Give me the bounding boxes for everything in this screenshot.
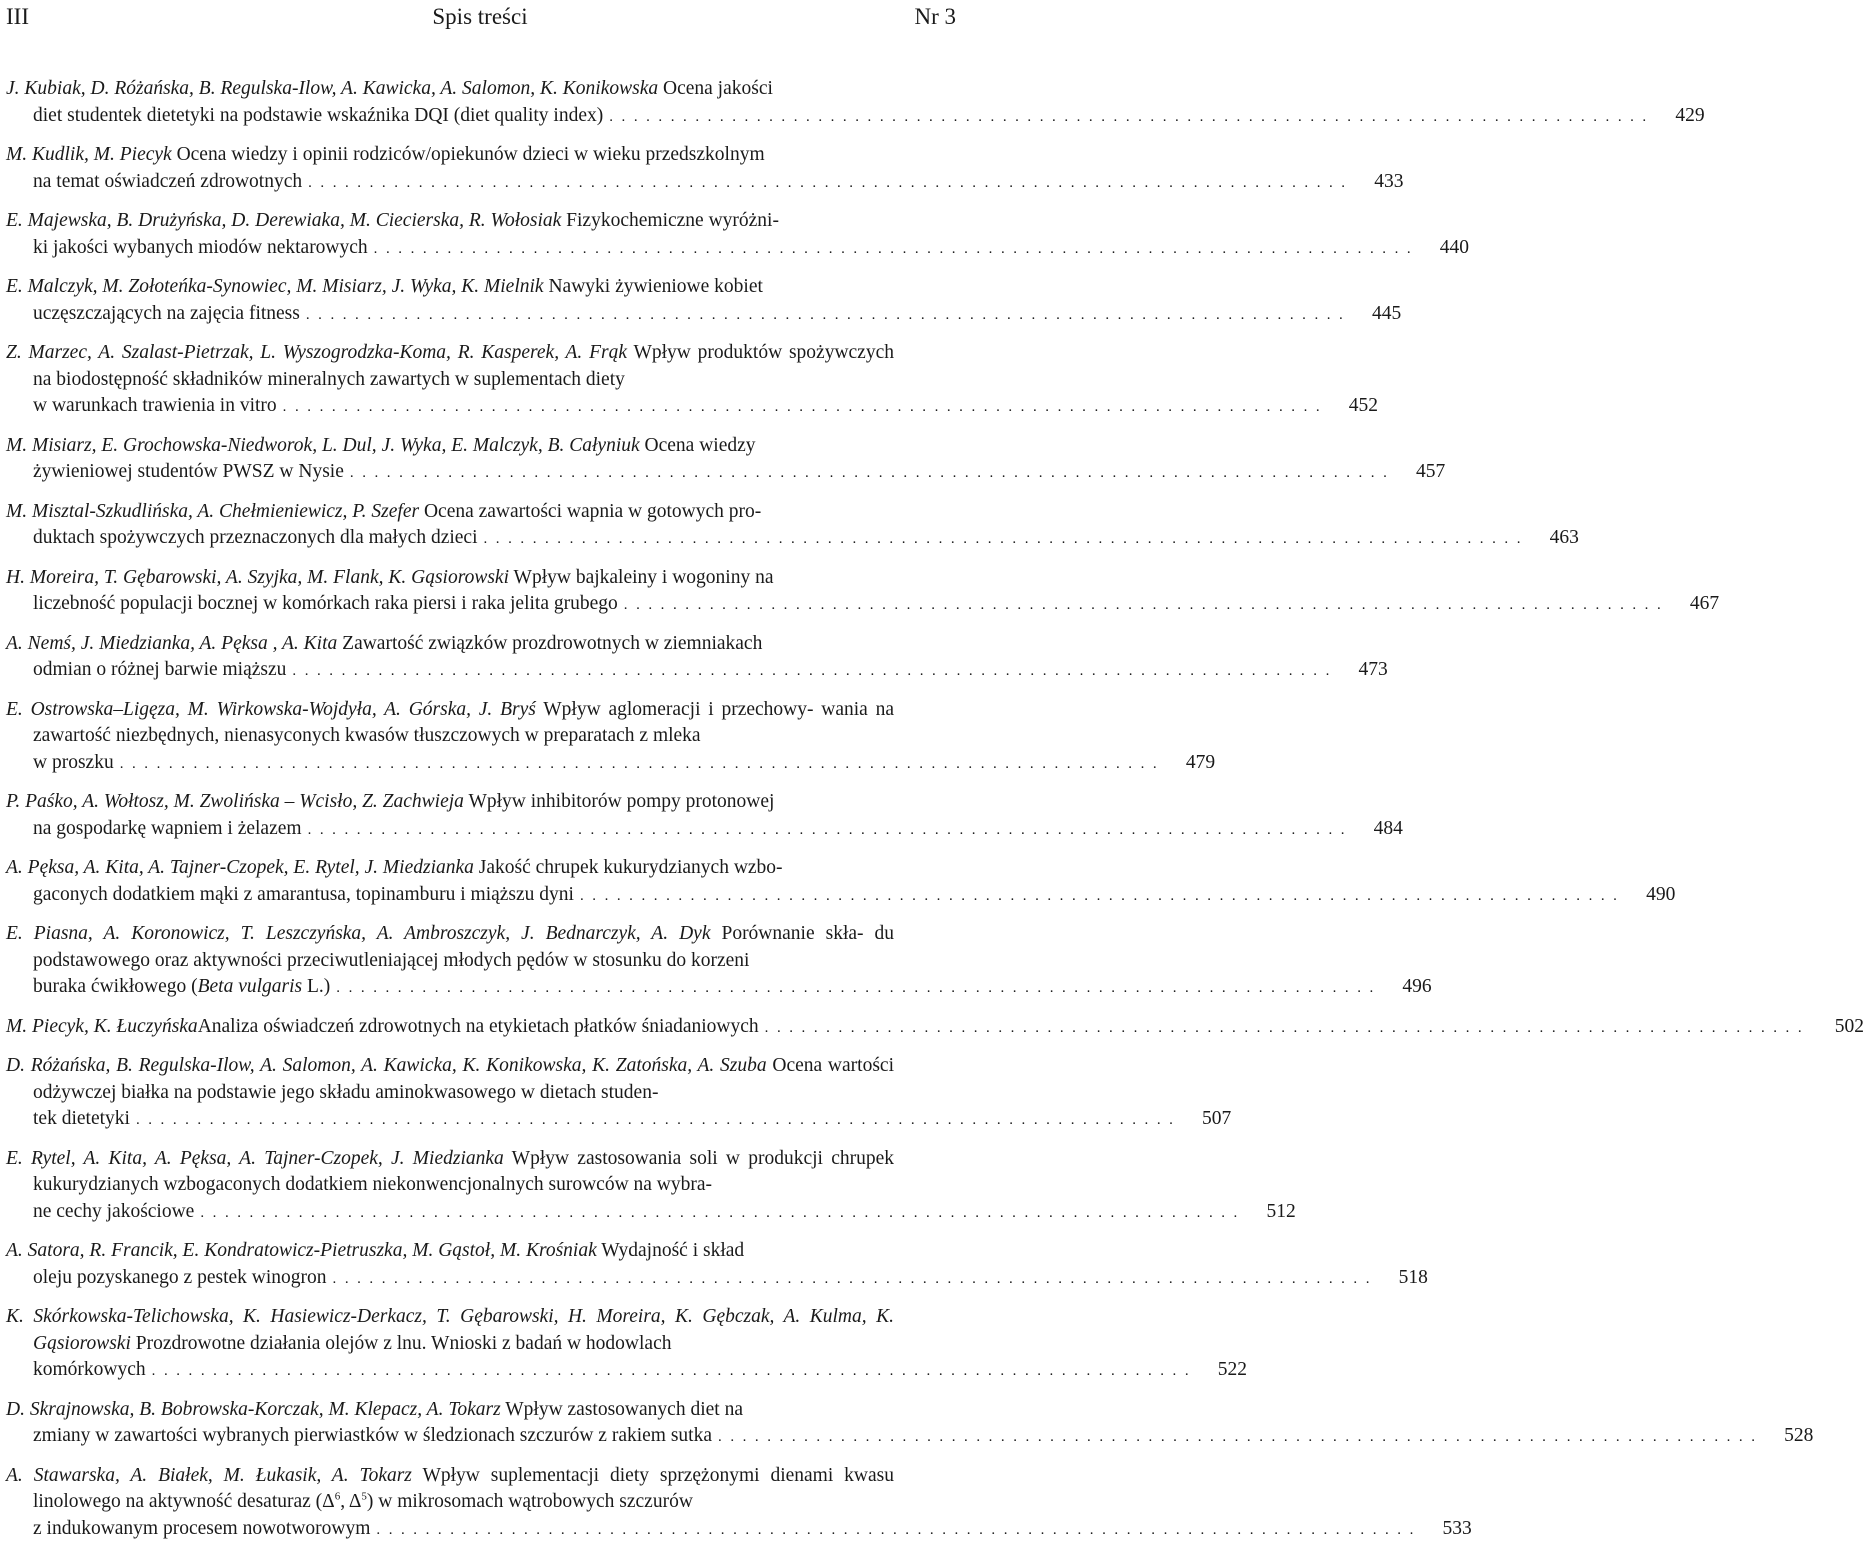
entry-title-tail xyxy=(33,591,618,618)
entry-title: Ocena zawartości wapnia w gotowych pro- xyxy=(423,500,762,522)
toc-entry-line xyxy=(6,1014,1864,1042)
issue-number: Nr 3 xyxy=(914,4,956,29)
leader-dots: . . . . . . . . . . . . . . . . . . . . . . . . . . . . . . . . . . . . . . . . . . . . . . . . . . . . . . . . . . . . . . . . . . . . . . . . . . . . . . . . . . . . . xyxy=(307,821,1347,838)
leader-dots: . . . . . . . . . . . . . . . . . . . . . . . . . . . . . . . . . . . . . . . . . . . . . . . . . . . . . . . . . . . . . . . . . . . . . . . . . . . . . . . . . . . . . xyxy=(579,887,1620,904)
entry-title-cont: , Δ xyxy=(340,1491,362,1512)
entry-authors: A. Satora, R. Francik, E. Kondratowicz-Pietruszka, M. Gąstoł, M. Krośniak xyxy=(6,1240,597,1261)
entry-last-line xyxy=(6,882,1676,910)
running-header xyxy=(0,0,960,40)
toc-entry xyxy=(6,1014,1864,1042)
entry-last-line xyxy=(6,301,1402,329)
toc-entry xyxy=(6,208,1470,262)
entry-authors: E. Majewska, B. Drużyńska, D. Derewiaka, M. Ciecierska, R. Wołosiak xyxy=(6,210,562,231)
entry-last-line xyxy=(6,816,1403,844)
toc-entry xyxy=(6,855,1676,909)
volume-label: III xyxy=(6,4,29,29)
entry-last-line xyxy=(6,525,1579,553)
entry-main xyxy=(6,565,894,592)
entry-last-line xyxy=(6,657,1388,685)
page-number: 528 xyxy=(1784,1425,1814,1446)
entry-authors: M. Piecyk, K. Łuczyńska xyxy=(6,1015,198,1037)
entry-title-cont: ) w mikrosomach wątrobowych szczurów xyxy=(366,1491,693,1512)
entry-title: Wpływ inhibitorów pompy protonowej xyxy=(468,791,775,812)
page-number: 512 xyxy=(1266,1200,1296,1222)
entry-title-tail-text: liczebność populacji bocznej w komórkach raka piersi i raka jelita grubego xyxy=(33,593,618,614)
entry-title: Ocena wartości odżywczej białka na podstawie jego składu aminokwasowego w dietach studen- xyxy=(33,1055,894,1103)
page-number: 467 xyxy=(1689,593,1720,614)
entry-authors: D. Skrajnowska, B. Bobrowska-Korczak, M. Klepacz, A. Tokarz xyxy=(6,1398,501,1420)
entry-authors: E. Piasna, A. Koronowicz, T. Leszczyńska, A. Ambroszczyk, J. Bednarczyk, A. Dyk xyxy=(6,923,711,944)
toc-entry xyxy=(6,433,1446,487)
entry-title: Wpływ zastosowanych diet na xyxy=(505,1398,743,1420)
entry-title: Wpływ aglomeracji i przechowy- wania na zawartość niezbędnych, nienasyconych kwasów tłuszczowych w preparatach z mleka xyxy=(33,698,895,746)
entry-authors: A. Pęksa, A. Kita, A. Tajner-Czopek, E. Rytel, J. Miedzianka xyxy=(6,857,474,878)
entry-last-line xyxy=(6,750,1216,778)
entry-title: Analiza oświadczeń zdrowotnych na etykietach płatków śniadaniowych xyxy=(197,1015,759,1037)
entry-title-tail xyxy=(33,882,574,909)
entry-main xyxy=(6,631,894,658)
leader-dots: . . . . . . . . . . . . . . . . . . . . . . . . . . . . . . . . . . . . . . . . . . . . . . . . . . . . . . . . . . . . . . . . . . . . . . . . . . . . . . . . . . . . . xyxy=(151,1363,1192,1379)
entry-last-line xyxy=(6,103,1705,131)
entry-title-italic: Beta vulgaris xyxy=(197,976,303,997)
entry-title-tail xyxy=(33,1106,130,1133)
entry-title-tail-text: diet studentek dietetyki na podstawie wskaźnika DQI (diet quality index) xyxy=(33,104,604,126)
entry-authors: A. Stawarska, A. Białek, M. Łukasik, A. Tokarz xyxy=(6,1464,412,1486)
entry-title-tail-text: zmiany w zawartości wybranych pierwiastków w śledzionach szczurów z rakiem sutka xyxy=(33,1425,713,1446)
entry-main xyxy=(6,789,894,816)
entry-title: Ocena wiedzy xyxy=(644,434,756,456)
entry-authors: J. Kubiak, D. Różańska, B. Regulska-Ilow, A. Kawicka, A. Salomon, K. Konikowska xyxy=(6,78,659,99)
leader-dots: . . . . . . . . . . . . . . . . . . . . . . . . . . . . . . . . . . . . . . . . . . . . . . . . . . . . . . . . . . . . . . . . . . . . . . . . . . . . . . . . . . . . . xyxy=(336,980,1376,996)
entry-main xyxy=(6,142,894,169)
entry-title-tail-text: L.) xyxy=(302,976,331,997)
toc-entry xyxy=(6,631,1388,685)
entry-main xyxy=(6,921,894,974)
entry-main xyxy=(6,1304,894,1357)
entry-title: Fizykochemiczne wyróżni- xyxy=(566,210,779,231)
entry-last-line xyxy=(6,459,1446,487)
entry-title: Nawyki żywieniowe kobiet xyxy=(548,276,763,297)
toc-entry xyxy=(6,1304,1248,1385)
page-number: 452 xyxy=(1348,395,1379,416)
entry-last-line xyxy=(6,1357,1248,1385)
superscript: 6 xyxy=(334,1490,341,1503)
entry-title: Ocena jakości xyxy=(662,78,773,99)
page-number: 496 xyxy=(1402,976,1432,997)
entry-title-tail-text: buraka ćwikłowego ( xyxy=(33,976,198,997)
entry-title: Prozdrowotne działania olejów z lnu. Wnioski z badań w hodowlach xyxy=(135,1332,672,1354)
leader-dots: . . . . . . . . . . . . . . . . . . . . . . . . . . . . . . . . . . . . . . . . . . . . . . . . . . . . . . . . . . . . . . . . . . . . . . . . . . . . . . . . . . . . . xyxy=(483,531,1523,547)
entry-title-tail xyxy=(33,235,368,262)
entry-title-tail xyxy=(33,459,344,486)
toc-entry xyxy=(6,1397,1814,1451)
toc-entry xyxy=(6,565,1720,619)
entry-title-tail-text: gaconych dodatkiem mąki z amarantusa, topinamburu i miąższu dyni xyxy=(33,883,574,905)
entry-main xyxy=(6,855,894,882)
entry-title-tail xyxy=(33,750,114,777)
entry-title-tail xyxy=(33,1265,327,1292)
leader-dots: . . . . . . . . . . . . . . . . . . . . . . . . . . . . . . . . . . . . . . . . . . . . . . . . . . . . . . . . . . . . . . . . . . . . . . . . . . . . . . . . . . . . . xyxy=(349,465,1390,481)
leader-dots: . . . . . . . . . . . . . . . . . . . . . . . . . . . . . . . . . . . . . . . . . . . . . . . . . . . . . . . . . . . . . . . . . . . . . . . . . . . . . . . . . . . . . xyxy=(609,108,1649,125)
entry-last-line xyxy=(6,169,1404,197)
entry-main xyxy=(6,433,894,460)
entry-authors: H. Moreira, T. Gębarowski, A. Szyjka, M. Flank, K. Gąsiorowski xyxy=(6,566,510,588)
entry-title-tail-text: uczęszczających na zajęcia fitness xyxy=(33,302,300,324)
entry-title-tail-text: na temat oświadczeń zdrowotnych xyxy=(33,170,303,192)
leader-dots: . . . . . . . . . . . . . . . . . . . . . . . . . . . . . . . . . . . . . . . . . . . . . . . . . . . . . . . . . . . . . . . . . . . . . . . . . . . . . . . . . . . . . xyxy=(373,240,1414,257)
page-number: 490 xyxy=(1646,883,1676,905)
entry-title: Zawartość związków prozdrowotnych w ziemniakach xyxy=(342,632,763,654)
entry-last-line xyxy=(6,591,1720,619)
entry-title: Ocena wiedzy i opinii rodziców/opiekunów dzieci w wieku przedszkolnym xyxy=(176,144,765,165)
entry-title-tail xyxy=(33,1357,146,1384)
entry-title-tail xyxy=(33,393,277,420)
entry-title-tail-text: w warunkach trawienia in vitro xyxy=(33,395,277,416)
page-title: Spis treści xyxy=(432,4,528,29)
entry-title-tail-text: z indukowanym procesem nowotworowym xyxy=(33,1517,371,1539)
leader-dots: . . . . . . . . . . . . . . . . . . . . . . . . . . . . . . . . . . . . . . . . . . . . . . . . . . . . . . . . . . . . . . . . . . . . . . . . . . . . . . . . . . . . . xyxy=(292,663,1332,679)
leader-dots: . . . . . . . . . . . . . . . . . . . . . . . . . . . . . . . . . . . . . . . . . . . . . . . . . . . . . . . . . . . . . . . . . . . . . . . . . . . . . . . . . . . . . xyxy=(376,1521,1416,1538)
entry-last-line xyxy=(6,1516,1472,1544)
entry-last-line xyxy=(6,1265,1428,1293)
entry-title: Porównanie skła- du podstawowego oraz aktywności przeciwutleniającej młodych pędów w stosunku do korzeni xyxy=(33,923,894,971)
entry-title: Wpływ bajkaleiny i wogoniny na xyxy=(513,566,774,588)
toc-entry xyxy=(6,1146,1296,1227)
leader-dots: . . . . . . . . . . . . . . . . . . . . . . . . . . . . . . . . . . . . . . . . . . . . . . . . . . . . . . . . . . . . . . . . . . . . . . . . . . . . . . . . . . . . . xyxy=(308,174,1348,191)
toc-entry xyxy=(6,921,1432,1002)
entry-last-line xyxy=(6,974,1432,1002)
leader-dots: . . . . . . . . . . . . . . . . . . . . . . . . . . . . . . . . . . . . . . . . . . . . . . . . . . . . . . . . . . . . . . . . . . . . . . . . . . . . . . . . . . . . . xyxy=(623,597,1664,613)
toc-entry xyxy=(6,499,1579,553)
entry-last-line xyxy=(6,393,1379,421)
toc-entry xyxy=(6,697,1216,778)
leader-dots: . . . . . . . . . . . . . . . . . . . . . . . . . . . . . . . . . . . . . . . . . . . . . . . . . . . . . . . . . . . . . . . . . . . . . . . . . . . . . . . . . . . . . xyxy=(282,399,1323,415)
entry-main xyxy=(6,340,894,393)
page-number: 507 xyxy=(1202,1108,1232,1129)
entry-authors: E. Ostrowska–Ligęza, M. Wirkowska-Wojdyła, A. Górska, J. Bryś xyxy=(6,698,536,720)
entry-title-tail xyxy=(33,816,302,843)
page-number: 484 xyxy=(1373,817,1403,839)
page-number: 463 xyxy=(1549,527,1579,548)
entry-title-tail xyxy=(33,1199,194,1226)
page-number: 533 xyxy=(1442,1517,1472,1539)
page-number: 433 xyxy=(1374,170,1404,192)
entry-title-tail-text: duktach spożywczych przeznaczonych dla małych dzieci xyxy=(33,527,478,548)
leader-dots: . . . . . . . . . . . . . . . . . . . . . . . . . . . . . . . . . . . . . . . . . . . . . . . . . . . . . . . . . . . . . . . . . . . . . . . . . . . . . . . . . . . . . xyxy=(200,1204,1240,1221)
entry-authors: A. Nemś, J. Miedzianka, A. Pęksa , A. Kita xyxy=(6,632,338,654)
entry-main xyxy=(6,697,894,750)
entry-title-tail-text: w proszku xyxy=(33,751,114,773)
toc-entry xyxy=(6,340,1379,421)
toc-entry xyxy=(6,1238,1428,1292)
entry-title: Wpływ zastosowania soli w produkcji chrupek kukurydzianych wzbogaconych dodatkiem niekonwencjonalnych surowców na wybra- xyxy=(33,1147,894,1195)
entry-main xyxy=(6,1238,894,1265)
page-number: 445 xyxy=(1371,302,1402,324)
leader-dots: . . . . . . . . . . . . . . . . . . . . . . . . . . . . . . . . . . . . . . . . . . . . . . . . . . . . . . . . . . . . . . . . . . . . . . . . . . . . . . . . . . . . . xyxy=(332,1270,1372,1287)
entry-title-tail-text: żywieniowej studentów PWSZ w Nysie xyxy=(33,461,344,482)
entry-title-tail xyxy=(33,525,478,552)
entry-main xyxy=(6,1397,894,1424)
entry-authors: M. Misiarz, E. Grochowska-Niedworok, L. Dul, J. Wyka, E. Malczyk, B. Całyniuk xyxy=(6,434,640,456)
entry-title-tail-text: na gospodarkę wapniem i żelazem xyxy=(33,817,302,839)
entry-authors: E. Rytel, A. Kita, A. Pęksa, A. Tajner-Czopek, J. Miedzianka xyxy=(6,1147,504,1169)
entry-title-tail xyxy=(33,657,286,684)
toc-entry xyxy=(6,142,1404,196)
leader-dots: . . . . . . . . . . . . . . . . . . . . . . . . . . . . . . . . . . . . . . . . . . . . . . . . . . . . . . . . . . . . . . . . . . . . . . . . . . . . . . . . . . . . . xyxy=(119,755,1160,772)
entry-last-line xyxy=(6,235,1470,263)
table-of-contents xyxy=(6,76,1864,1555)
entry-authors: Z. Marzec, A. Szalast-Pietrzak, L. Wyszogrodzka-Koma, R. Kasperek, A. Frąk xyxy=(6,342,628,363)
toc-entry xyxy=(6,1463,1472,1544)
leader-dots: . . . . . . . . . . . . . . . . . . . . . . . . . . . . . . . . . . . . . . . . . . . . . . . . . . . . . . . . . . . . . . . . . . . . . . . . . . . . . . . . . . . . . xyxy=(135,1112,1176,1128)
entry-title-tail xyxy=(33,301,300,328)
entry-title: Wydajność i skład xyxy=(601,1240,745,1261)
page-number: 522 xyxy=(1217,1359,1248,1380)
entry-main xyxy=(6,499,894,526)
entry-title: Jakość chrupek kukurydzianych wzbo- xyxy=(478,857,783,878)
toc-entry xyxy=(6,76,1705,130)
toc-entry xyxy=(6,1053,1232,1134)
entry-title-tail xyxy=(33,1423,712,1450)
entry-authors: E. Malczyk, M. Zołoteńka-Synowiec, M. Misiarz, J. Wyka, K. Mielnik xyxy=(6,276,544,297)
toc-entry xyxy=(6,789,1403,843)
entry-last-line xyxy=(6,1423,1814,1451)
entry-title: Wpływ produktów spożywczych na biodostępność składników mineralnych zawartych w suplementach diety xyxy=(33,342,894,390)
entry-title-tail-text: komórkowych xyxy=(33,1359,146,1380)
entry-main xyxy=(6,274,894,301)
leader-dots: . . . . . . . . . . . . . . . . . . . . . . . . . . . . . . . . . . . . . . . . . . . . . . . . . . . . . . . . . . . . . . . . . . . . . . . . . . . . . . . . . . . . . xyxy=(305,306,1346,323)
superscript: 5 xyxy=(361,1490,367,1503)
entry-title-tail-text: ki jakości wybanych miodów nektarowych xyxy=(33,236,368,258)
entry-authors: D. Różańska, B. Regulska-Ilow, A. Salomon, A. Kawicka, K. Konikowska, K. Zatońska, A. Szuba xyxy=(6,1055,767,1076)
entry-title-tail-text: odmian o różnej barwie miąższu xyxy=(33,659,287,680)
entry-main xyxy=(6,76,894,103)
entry-main xyxy=(6,1146,894,1199)
entry-main xyxy=(6,1053,894,1106)
leader-dots: . . . . . . . . . . . . . . . . . . . . . . . . . . . . . . . . . . . . . . . . . . . . . . . . . . . . . . . . . . . . . . . . . . . . . . . . . . . . . . . . . . . . . xyxy=(764,1019,1805,1036)
entry-title-tail-text: tek dietetyki xyxy=(33,1108,130,1129)
entry-authors: K. Skórkowska-Telichowska, K. Hasiewicz-Derkacz, T. Gębarowski, H. Moreira, K. Gębczak, A. Kulma, K. Gąsiorowski xyxy=(6,1306,894,1354)
entry-last-line xyxy=(6,1199,1296,1227)
toc-entry xyxy=(6,274,1402,328)
leader-dots: . . . . . . . . . . . . . . . . . . . . . . . . . . . . . . . . . . . . . . . . . . . . . . . . . . . . . . . . . . . . . . . . . . . . . . . . . . . . . . . . . . . . . xyxy=(718,1429,1758,1445)
page-number: 502 xyxy=(1834,1015,1864,1037)
page-number: 457 xyxy=(1416,461,1446,482)
entry-title: Wpływ suplementacji diety sprzężonymi dienami kwasu linolowego na aktywność desaturaz (Δ xyxy=(33,1464,894,1512)
page-number: 479 xyxy=(1185,751,1216,773)
page-number: 429 xyxy=(1675,104,1705,126)
entry-last-line xyxy=(6,1106,1232,1134)
entry-title-tail-text: ne cechy jakościowe xyxy=(33,1200,195,1222)
entry-authors: M. Kudlik, M. Piecyk xyxy=(6,144,172,165)
entry-authors: P. Paśko, A. Wołtosz, M. Zwolińska – Wcisło, Z. Zachwieja xyxy=(6,791,464,812)
entry-title-tail xyxy=(33,974,330,1001)
page-number: 518 xyxy=(1398,1266,1428,1288)
entry-main xyxy=(6,1463,894,1516)
entry-title-tail xyxy=(33,103,603,130)
entry-title-tail-text: oleju pozyskanego z pestek winogron xyxy=(33,1266,327,1288)
entry-authors: M. Misztal-Szkudlińska, A. Chełmieniewicz, P. Szefer xyxy=(6,500,420,522)
entry-main xyxy=(6,208,894,235)
entry-title-tail xyxy=(33,1516,370,1543)
page-number: 473 xyxy=(1358,659,1388,680)
page-number: 440 xyxy=(1439,236,1470,258)
entry-title-tail xyxy=(33,169,302,196)
